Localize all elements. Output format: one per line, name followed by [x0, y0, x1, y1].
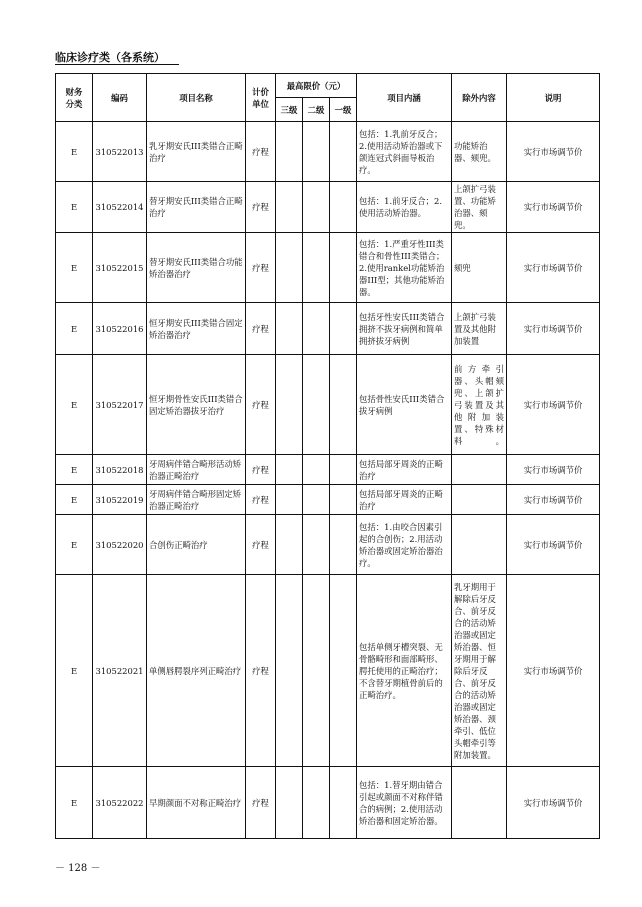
cell-notes: 实行市场调节价 — [507, 303, 600, 355]
cell-content: 包括：1.乳前牙反合；2.使用活动矫治器或下颌连冠式斜面导板治疗。 — [357, 122, 452, 182]
cell-category: E — [56, 355, 93, 455]
cell-tier2 — [303, 515, 330, 575]
cell-notes: 实行市场调节价 — [507, 455, 600, 485]
cell-exclusions — [452, 485, 507, 515]
cell-unit: 疗程 — [246, 767, 276, 839]
cell-tier3 — [276, 485, 303, 515]
cell-category: E — [56, 767, 93, 839]
cell-notes: 实行市场调节价 — [507, 767, 600, 839]
cell-notes: 实行市场调节价 — [507, 575, 600, 767]
cell-name: 早期颜面不对称正畸治疗 — [147, 767, 246, 839]
cell-notes: 实行市场调节价 — [507, 485, 600, 515]
cell-category: E — [56, 455, 93, 485]
col-header-category: 财务 分类 — [56, 74, 93, 122]
table-row — [56, 767, 600, 839]
cell-name: 乳牙期安氏III类错合正畸治疗 — [147, 122, 246, 182]
cell-unit: 疗程 — [246, 455, 276, 485]
col-header-max-price: 最高限价（元） — [276, 74, 357, 98]
cell-exclusions: 上颌扩弓装置、功能矫治器、颏兜。 — [452, 182, 507, 233]
cell-name: 牙周病伴错合畸形固定矫治器正畸治疗 — [147, 485, 246, 515]
cell-name: 合创伤正畸治疗 — [147, 515, 246, 575]
cell-code: 310522015 — [93, 233, 147, 303]
cell-unit: 疗程 — [246, 485, 276, 515]
cell-name: 单侧唇腭裂序列正畸治疗 — [147, 575, 246, 767]
cell-name: 替牙期安氏III类错合正畸治疗 — [147, 182, 246, 233]
cell-tier1 — [330, 182, 357, 233]
cell-content: 包括单侧牙槽突裂、无骨骼畸形和面部畸形、腭托使用的正畸治疗；不含替牙期植骨前后的正畸治疗。 — [357, 575, 452, 767]
cell-tier2 — [303, 122, 330, 182]
cell-name: 恒牙期安氏III类错合固定矫治器治疗 — [147, 303, 246, 355]
cell-name: 牙周病伴错合畸形活动矫治器正畸治疗 — [147, 455, 246, 485]
cell-code: 310522018 — [93, 455, 147, 485]
cell-exclusions: 前方牵引器、头帽颏兜、上颌扩弓装置及其他附加装置、特殊材料。 — [452, 355, 507, 455]
cell-category: E — [56, 233, 93, 303]
col-header-tier3: 三级 — [276, 98, 303, 122]
table-row — [56, 122, 600, 182]
col-header-notes: 说明 — [507, 74, 600, 122]
cell-content: 包括：1.替牙期由错合引起或颜面不对称伴错合的病例；2.使用活动矫治器和固定矫治器。 — [357, 767, 452, 839]
cell-tier2 — [303, 485, 330, 515]
col-header-name: 项目名称 — [147, 74, 246, 122]
col-header-tier1: 一级 — [330, 98, 357, 122]
cell-tier2 — [303, 303, 330, 355]
cell-exclusions — [452, 515, 507, 575]
cell-tier1 — [330, 122, 357, 182]
cell-category: E — [56, 575, 93, 767]
cell-content: 包括：1.前牙反合；2.使用活动矫治器。 — [357, 182, 452, 233]
cell-tier3 — [276, 122, 303, 182]
cell-tier1 — [330, 455, 357, 485]
col-header-tier2: 二级 — [303, 98, 330, 122]
cell-code: 310522016 — [93, 303, 147, 355]
cell-code: 310522014 — [93, 182, 147, 233]
cell-unit: 疗程 — [246, 303, 276, 355]
col-header-exclusions: 除外内容 — [452, 74, 507, 122]
cell-exclusions: 乳牙期用于解除后牙反合、前牙反合的活动矫治器或固定矫治器、恒牙期用于解除后牙反合、前牙反合的活动矫治器或固定矫治器、颈牵引、低位头帽牵引等附加装置。 — [452, 575, 507, 767]
cell-tier2 — [303, 575, 330, 767]
cell-code: 310522019 — [93, 485, 147, 515]
cell-unit: 疗程 — [246, 355, 276, 455]
table-row — [56, 515, 600, 575]
cell-tier3 — [276, 455, 303, 485]
cell-code: 310522020 — [93, 515, 147, 575]
cell-content: 包括：1.严重牙性III类错合和骨性III类错合；2.使用rankel功能矫治器III型；其他功能矫治器。 — [357, 233, 452, 303]
cell-tier2 — [303, 355, 330, 455]
cell-tier2 — [303, 767, 330, 839]
col-header-code: 编码 — [93, 74, 147, 122]
cell-tier3 — [276, 355, 303, 455]
cell-name: 替牙期安氏III类错合功能矫治器治疗 — [147, 233, 246, 303]
cell-tier1 — [330, 575, 357, 767]
cell-notes: 实行市场调节价 — [507, 122, 600, 182]
cell-tier3 — [276, 515, 303, 575]
cell-unit: 疗程 — [246, 233, 276, 303]
cell-unit: 疗程 — [246, 515, 276, 575]
cell-tier3 — [276, 303, 303, 355]
cell-tier2 — [303, 182, 330, 233]
table-row — [56, 455, 600, 485]
cell-unit: 疗程 — [246, 122, 276, 182]
cell-code: 310522017 — [93, 355, 147, 455]
cell-unit: 疗程 — [246, 182, 276, 233]
cell-unit: 疗程 — [246, 575, 276, 767]
table-row — [56, 303, 600, 355]
cell-code: 310522022 — [93, 767, 147, 839]
table-row — [56, 233, 600, 303]
table-row — [56, 485, 600, 515]
cell-content: 包括局部牙周炎的正畸治疗 — [357, 485, 452, 515]
cell-tier1 — [330, 303, 357, 355]
cell-category: E — [56, 515, 93, 575]
cell-notes: 实行市场调节价 — [507, 355, 600, 455]
cell-tier3 — [276, 233, 303, 303]
table-row — [56, 355, 600, 455]
cell-notes: 实行市场调节价 — [507, 182, 600, 233]
cell-content: 包括骨性安氏III类错合拔牙病例 — [357, 355, 452, 455]
cell-tier3 — [276, 575, 303, 767]
cell-tier1 — [330, 485, 357, 515]
page-section-title: 临床诊疗类（各系统） — [55, 51, 165, 64]
cell-exclusions — [452, 455, 507, 485]
cell-name: 恒牙期骨性安氏III类错合固定矫治器拔牙治疗 — [147, 355, 246, 455]
page-number: － 128 － — [55, 863, 101, 874]
cell-code: 310522013 — [93, 122, 147, 182]
table-row — [56, 182, 600, 233]
col-header-content: 项目内涵 — [357, 74, 452, 122]
cell-notes: 实行市场调节价 — [507, 515, 600, 575]
cell-category: E — [56, 182, 93, 233]
cell-code: 310522021 — [93, 575, 147, 767]
cell-category: E — [56, 303, 93, 355]
col-header-unit: 计价 单位 — [246, 74, 276, 122]
cell-tier1 — [330, 515, 357, 575]
cell-tier1 — [330, 233, 357, 303]
cell-content: 包括牙性安氏III类错合拥挤不拔牙病例和简单拥挤拔牙病例 — [357, 303, 452, 355]
cell-tier1 — [330, 767, 357, 839]
cell-tier3 — [276, 767, 303, 839]
cell-tier1 — [330, 355, 357, 455]
cell-exclusions: 功能矫治器、颏兜。 — [452, 122, 507, 182]
cell-content: 包括局部牙周炎的正畸治疗 — [357, 455, 452, 485]
cell-exclusions: 颏兜 — [452, 233, 507, 303]
cell-category: E — [56, 485, 93, 515]
cell-tier3 — [276, 182, 303, 233]
cell-tier2 — [303, 455, 330, 485]
fee-schedule-table — [55, 73, 600, 839]
cell-exclusions: 上颌扩弓装置及其他附加装置 — [452, 303, 507, 355]
cell-notes: 实行市场调节价 — [507, 233, 600, 303]
cell-category: E — [56, 122, 93, 182]
table-row — [56, 575, 600, 767]
cell-exclusions — [452, 767, 507, 839]
cell-tier2 — [303, 233, 330, 303]
cell-content: 包括：1.由咬合因素引起的合创伤；2.用活动矫治器或固定矫治器治疗。 — [357, 515, 452, 575]
header-underline — [55, 64, 179, 65]
